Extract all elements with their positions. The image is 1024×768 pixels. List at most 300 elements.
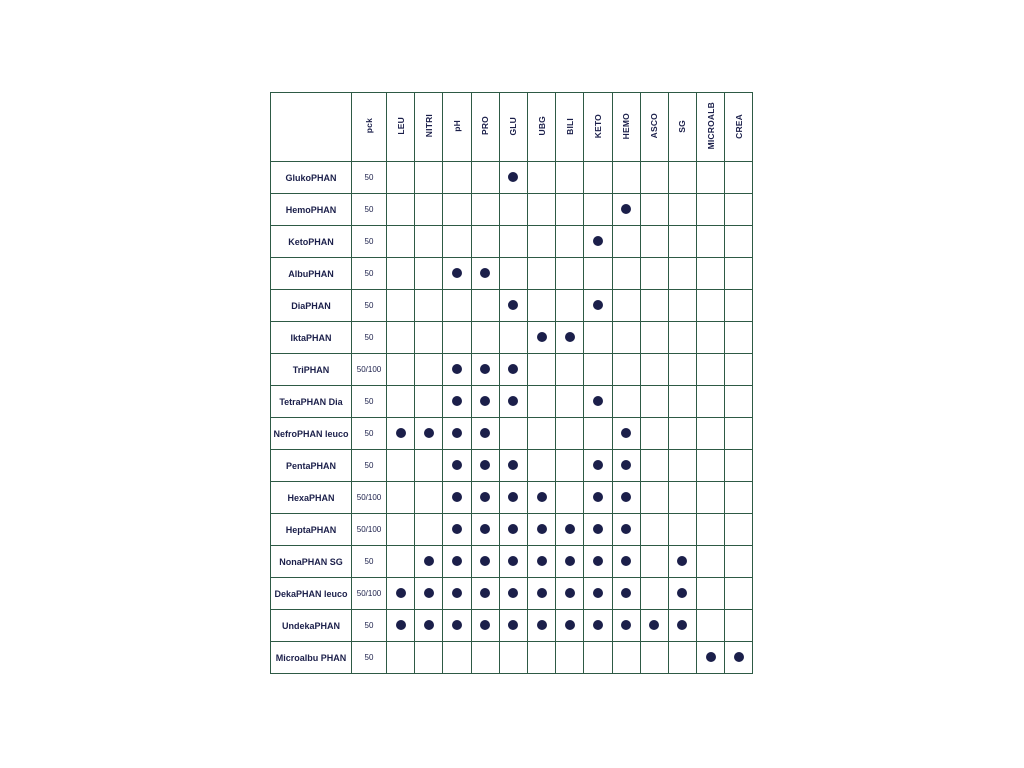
included-dot-icon <box>593 236 603 246</box>
cell-nitri <box>415 258 443 290</box>
cell-keto <box>584 386 612 418</box>
cell-glu <box>499 482 527 514</box>
cell-sg <box>668 354 696 386</box>
cell-glu <box>499 514 527 546</box>
included-dot-icon <box>593 524 603 534</box>
cell-leu <box>387 642 415 674</box>
cell-keto <box>584 546 612 578</box>
included-dot-icon <box>480 620 490 630</box>
included-dot-icon <box>452 588 462 598</box>
cell-ph <box>443 514 471 546</box>
pack-size: 50 <box>352 162 387 194</box>
cell-ph <box>443 450 471 482</box>
cell-microalb <box>697 194 725 226</box>
included-dot-icon <box>621 492 631 502</box>
cell-asco <box>640 610 668 642</box>
cell-nitri <box>415 418 443 450</box>
included-dot-icon <box>508 524 518 534</box>
cell-ph <box>443 482 471 514</box>
cell-crea <box>725 546 753 578</box>
included-dot-icon <box>480 524 490 534</box>
included-dot-icon <box>480 268 490 278</box>
included-dot-icon <box>593 396 603 406</box>
cell-keto <box>584 482 612 514</box>
table-row <box>271 482 753 514</box>
column-header-microalb <box>697 93 725 162</box>
cell-asco <box>640 290 668 322</box>
included-dot-icon <box>593 460 603 470</box>
included-dot-icon <box>452 492 462 502</box>
cell-leu <box>387 354 415 386</box>
table-row <box>271 226 753 258</box>
cell-bili <box>556 514 584 546</box>
cell-ph <box>443 578 471 610</box>
cell-glu <box>499 450 527 482</box>
product-name: HeptaPHAN <box>271 514 352 546</box>
included-dot-icon <box>621 620 631 630</box>
cell-ph <box>443 386 471 418</box>
cell-sg <box>668 162 696 194</box>
column-header-label: HEMO <box>621 112 632 140</box>
cell-glu <box>499 354 527 386</box>
cell-microalb <box>697 226 725 258</box>
included-dot-icon <box>452 396 462 406</box>
cell-bili <box>556 194 584 226</box>
table-row <box>271 290 753 322</box>
included-dot-icon <box>508 460 518 470</box>
included-dot-icon <box>452 268 462 278</box>
column-header-label: UBG <box>536 116 547 136</box>
cell-keto <box>584 258 612 290</box>
cell-pro <box>471 354 499 386</box>
cell-bili <box>556 258 584 290</box>
product-name: HemoPHAN <box>271 194 352 226</box>
cell-keto <box>584 450 612 482</box>
product-name: DekaPHAN leuco <box>271 578 352 610</box>
included-dot-icon <box>424 620 434 630</box>
table-row <box>271 578 753 610</box>
column-header-label: PRO <box>480 116 491 136</box>
cell-asco <box>640 386 668 418</box>
cell-ph <box>443 546 471 578</box>
included-dot-icon <box>396 428 406 438</box>
cell-pro <box>471 226 499 258</box>
cell-crea <box>725 578 753 610</box>
cell-ubg <box>527 226 555 258</box>
pack-size: 50/100 <box>352 578 387 610</box>
cell-nitri <box>415 642 443 674</box>
cell-keto <box>584 578 612 610</box>
included-dot-icon <box>424 428 434 438</box>
pck-header <box>352 93 387 162</box>
cell-leu <box>387 514 415 546</box>
cell-sg <box>668 226 696 258</box>
cell-crea <box>725 610 753 642</box>
cell-ubg <box>527 642 555 674</box>
column-header-label: GLU <box>508 116 519 136</box>
cell-microalb <box>697 322 725 354</box>
cell-leu <box>387 162 415 194</box>
cell-microalb <box>697 546 725 578</box>
cell-hemo <box>612 258 640 290</box>
cell-sg <box>668 290 696 322</box>
pack-size: 50 <box>352 386 387 418</box>
cell-glu <box>499 226 527 258</box>
column-header-label: NITRI <box>423 114 434 138</box>
cell-crea <box>725 258 753 290</box>
cell-crea <box>725 386 753 418</box>
included-dot-icon <box>480 492 490 502</box>
cell-nitri <box>415 354 443 386</box>
cell-microalb <box>697 354 725 386</box>
cell-asco <box>640 450 668 482</box>
cell-asco <box>640 418 668 450</box>
product-name: UndekaPHAN <box>271 610 352 642</box>
pack-size: 50/100 <box>352 354 387 386</box>
column-header-crea <box>725 93 753 162</box>
included-dot-icon <box>677 588 687 598</box>
cell-ubg <box>527 514 555 546</box>
cell-asco <box>640 194 668 226</box>
cell-hemo <box>612 418 640 450</box>
included-dot-icon <box>424 588 434 598</box>
cell-bili <box>556 162 584 194</box>
included-dot-icon <box>565 524 575 534</box>
column-header-label: MICROALB <box>705 102 716 150</box>
cell-glu <box>499 258 527 290</box>
cell-bili <box>556 226 584 258</box>
cell-nitri <box>415 162 443 194</box>
included-dot-icon <box>649 620 659 630</box>
cell-microalb <box>697 642 725 674</box>
cell-keto <box>584 514 612 546</box>
cell-crea <box>725 226 753 258</box>
cell-leu <box>387 322 415 354</box>
cell-crea <box>725 642 753 674</box>
cell-pro <box>471 514 499 546</box>
included-dot-icon <box>734 652 744 662</box>
included-dot-icon <box>537 332 547 342</box>
included-dot-icon <box>537 556 547 566</box>
cell-hemo <box>612 194 640 226</box>
cell-sg <box>668 610 696 642</box>
included-dot-icon <box>677 556 687 566</box>
product-parameter-table <box>270 92 753 674</box>
cell-bili <box>556 450 584 482</box>
cell-bili <box>556 546 584 578</box>
cell-crea <box>725 514 753 546</box>
cell-ubg <box>527 354 555 386</box>
cell-pro <box>471 578 499 610</box>
cell-ph <box>443 226 471 258</box>
cell-bili <box>556 290 584 322</box>
included-dot-icon <box>396 620 406 630</box>
cell-ph <box>443 322 471 354</box>
cell-keto <box>584 610 612 642</box>
included-dot-icon <box>396 588 406 598</box>
included-dot-icon <box>593 556 603 566</box>
pck-header-label: pck <box>364 118 374 134</box>
cell-keto <box>584 322 612 354</box>
table-row <box>271 546 753 578</box>
table-row <box>271 450 753 482</box>
cell-pro <box>471 450 499 482</box>
pack-size: 50 <box>352 610 387 642</box>
cell-pro <box>471 162 499 194</box>
cell-pro <box>471 194 499 226</box>
included-dot-icon <box>480 588 490 598</box>
included-dot-icon <box>593 620 603 630</box>
cell-hemo <box>612 386 640 418</box>
column-header-nitri <box>415 93 443 162</box>
cell-glu <box>499 642 527 674</box>
included-dot-icon <box>593 588 603 598</box>
cell-nitri <box>415 578 443 610</box>
included-dot-icon <box>452 428 462 438</box>
cell-asco <box>640 226 668 258</box>
cell-microalb <box>697 290 725 322</box>
cell-ubg <box>527 610 555 642</box>
cell-ubg <box>527 290 555 322</box>
included-dot-icon <box>452 620 462 630</box>
cell-ph <box>443 194 471 226</box>
cell-sg <box>668 258 696 290</box>
included-dot-icon <box>508 396 518 406</box>
cell-glu <box>499 578 527 610</box>
cell-asco <box>640 642 668 674</box>
cell-ph <box>443 290 471 322</box>
cell-microalb <box>697 162 725 194</box>
cell-asco <box>640 322 668 354</box>
cell-hemo <box>612 322 640 354</box>
cell-nitri <box>415 450 443 482</box>
cell-leu <box>387 194 415 226</box>
cell-leu <box>387 226 415 258</box>
cell-sg <box>668 418 696 450</box>
cell-nitri <box>415 546 443 578</box>
product-name: AlbuPHAN <box>271 258 352 290</box>
included-dot-icon <box>621 556 631 566</box>
table-row <box>271 642 753 674</box>
cell-nitri <box>415 482 443 514</box>
pack-size: 50/100 <box>352 514 387 546</box>
cell-sg <box>668 514 696 546</box>
cell-glu <box>499 322 527 354</box>
pack-size: 50 <box>352 642 387 674</box>
cell-nitri <box>415 290 443 322</box>
column-header-label: CREA <box>733 113 744 139</box>
cell-ph <box>443 418 471 450</box>
cell-crea <box>725 290 753 322</box>
cell-bili <box>556 610 584 642</box>
cell-sg <box>668 194 696 226</box>
product-name: GlukoPHAN <box>271 162 352 194</box>
included-dot-icon <box>565 556 575 566</box>
cell-nitri <box>415 194 443 226</box>
cell-glu <box>499 194 527 226</box>
included-dot-icon <box>537 492 547 502</box>
table-row <box>271 162 753 194</box>
corner-cell <box>271 93 352 162</box>
cell-ubg <box>527 386 555 418</box>
cell-ph <box>443 258 471 290</box>
cell-hemo <box>612 226 640 258</box>
cell-bili <box>556 322 584 354</box>
table-row <box>271 514 753 546</box>
included-dot-icon <box>452 364 462 374</box>
cell-keto <box>584 642 612 674</box>
cell-bili <box>556 418 584 450</box>
product-name: KetoPHAN <box>271 226 352 258</box>
cell-microalb <box>697 578 725 610</box>
cell-asco <box>640 258 668 290</box>
column-header-leu <box>387 93 415 162</box>
cell-ubg <box>527 322 555 354</box>
column-header-ph <box>443 93 471 162</box>
included-dot-icon <box>452 556 462 566</box>
included-dot-icon <box>621 588 631 598</box>
pack-size: 50 <box>352 450 387 482</box>
cell-crea <box>725 418 753 450</box>
included-dot-icon <box>537 524 547 534</box>
pack-size: 50 <box>352 322 387 354</box>
cell-sg <box>668 578 696 610</box>
included-dot-icon <box>621 204 631 214</box>
cell-ubg <box>527 418 555 450</box>
included-dot-icon <box>565 620 575 630</box>
included-dot-icon <box>508 172 518 182</box>
cell-pro <box>471 386 499 418</box>
cell-keto <box>584 290 612 322</box>
cell-glu <box>499 290 527 322</box>
cell-nitri <box>415 226 443 258</box>
column-header-label: SG <box>677 119 688 133</box>
table-header-row <box>271 93 753 162</box>
product-name: HexaPHAN <box>271 482 352 514</box>
table-row <box>271 354 753 386</box>
cell-ubg <box>527 546 555 578</box>
cell-microalb <box>697 450 725 482</box>
included-dot-icon <box>593 300 603 310</box>
column-header-pro <box>471 93 499 162</box>
cell-microalb <box>697 258 725 290</box>
cell-sg <box>668 482 696 514</box>
pack-size: 50 <box>352 546 387 578</box>
table-row <box>271 386 753 418</box>
cell-ph <box>443 162 471 194</box>
cell-nitri <box>415 322 443 354</box>
cell-asco <box>640 546 668 578</box>
table-row <box>271 258 753 290</box>
cell-leu <box>387 450 415 482</box>
cell-keto <box>584 162 612 194</box>
cell-hemo <box>612 610 640 642</box>
included-dot-icon <box>508 556 518 566</box>
cell-sg <box>668 546 696 578</box>
cell-nitri <box>415 386 443 418</box>
pack-size: 50/100 <box>352 482 387 514</box>
cell-ubg <box>527 450 555 482</box>
included-dot-icon <box>452 524 462 534</box>
pack-size: 50 <box>352 194 387 226</box>
cell-leu <box>387 546 415 578</box>
cell-nitri <box>415 514 443 546</box>
column-header-label: pH <box>451 120 462 132</box>
cell-ph <box>443 642 471 674</box>
included-dot-icon <box>565 332 575 342</box>
pack-size: 50 <box>352 290 387 322</box>
cell-pro <box>471 418 499 450</box>
included-dot-icon <box>593 492 603 502</box>
cell-asco <box>640 354 668 386</box>
included-dot-icon <box>537 620 547 630</box>
pack-size: 50 <box>352 226 387 258</box>
cell-crea <box>725 354 753 386</box>
cell-pro <box>471 642 499 674</box>
cell-bili <box>556 482 584 514</box>
product-name: NefroPHAN leuco <box>271 418 352 450</box>
included-dot-icon <box>452 460 462 470</box>
cell-keto <box>584 194 612 226</box>
cell-asco <box>640 578 668 610</box>
cell-pro <box>471 546 499 578</box>
cell-hemo <box>612 290 640 322</box>
included-dot-icon <box>508 492 518 502</box>
pack-size: 50 <box>352 258 387 290</box>
cell-ubg <box>527 258 555 290</box>
cell-sg <box>668 642 696 674</box>
product-name: Microalbu PHAN <box>271 642 352 674</box>
cell-pro <box>471 290 499 322</box>
included-dot-icon <box>508 620 518 630</box>
cell-sg <box>668 322 696 354</box>
column-header-bili <box>556 93 584 162</box>
cell-nitri <box>415 610 443 642</box>
cell-crea <box>725 162 753 194</box>
cell-hemo <box>612 354 640 386</box>
cell-crea <box>725 194 753 226</box>
cell-leu <box>387 482 415 514</box>
cell-glu <box>499 418 527 450</box>
column-header-label: KETO <box>592 113 603 139</box>
included-dot-icon <box>565 588 575 598</box>
cell-crea <box>725 450 753 482</box>
cell-sg <box>668 386 696 418</box>
cell-glu <box>499 162 527 194</box>
cell-leu <box>387 290 415 322</box>
product-name: NonaPHAN SG <box>271 546 352 578</box>
cell-ubg <box>527 194 555 226</box>
cell-pro <box>471 322 499 354</box>
cell-keto <box>584 354 612 386</box>
included-dot-icon <box>480 428 490 438</box>
column-header-keto <box>584 93 612 162</box>
product-name: DiaPHAN <box>271 290 352 322</box>
column-header-hemo <box>612 93 640 162</box>
cell-ph <box>443 354 471 386</box>
cell-microalb <box>697 514 725 546</box>
included-dot-icon <box>621 524 631 534</box>
column-header-label: ASCO <box>649 113 660 139</box>
cell-ubg <box>527 162 555 194</box>
table-row <box>271 610 753 642</box>
table-row <box>271 194 753 226</box>
cell-ubg <box>527 482 555 514</box>
cell-leu <box>387 258 415 290</box>
cell-hemo <box>612 642 640 674</box>
cell-bili <box>556 642 584 674</box>
included-dot-icon <box>508 588 518 598</box>
